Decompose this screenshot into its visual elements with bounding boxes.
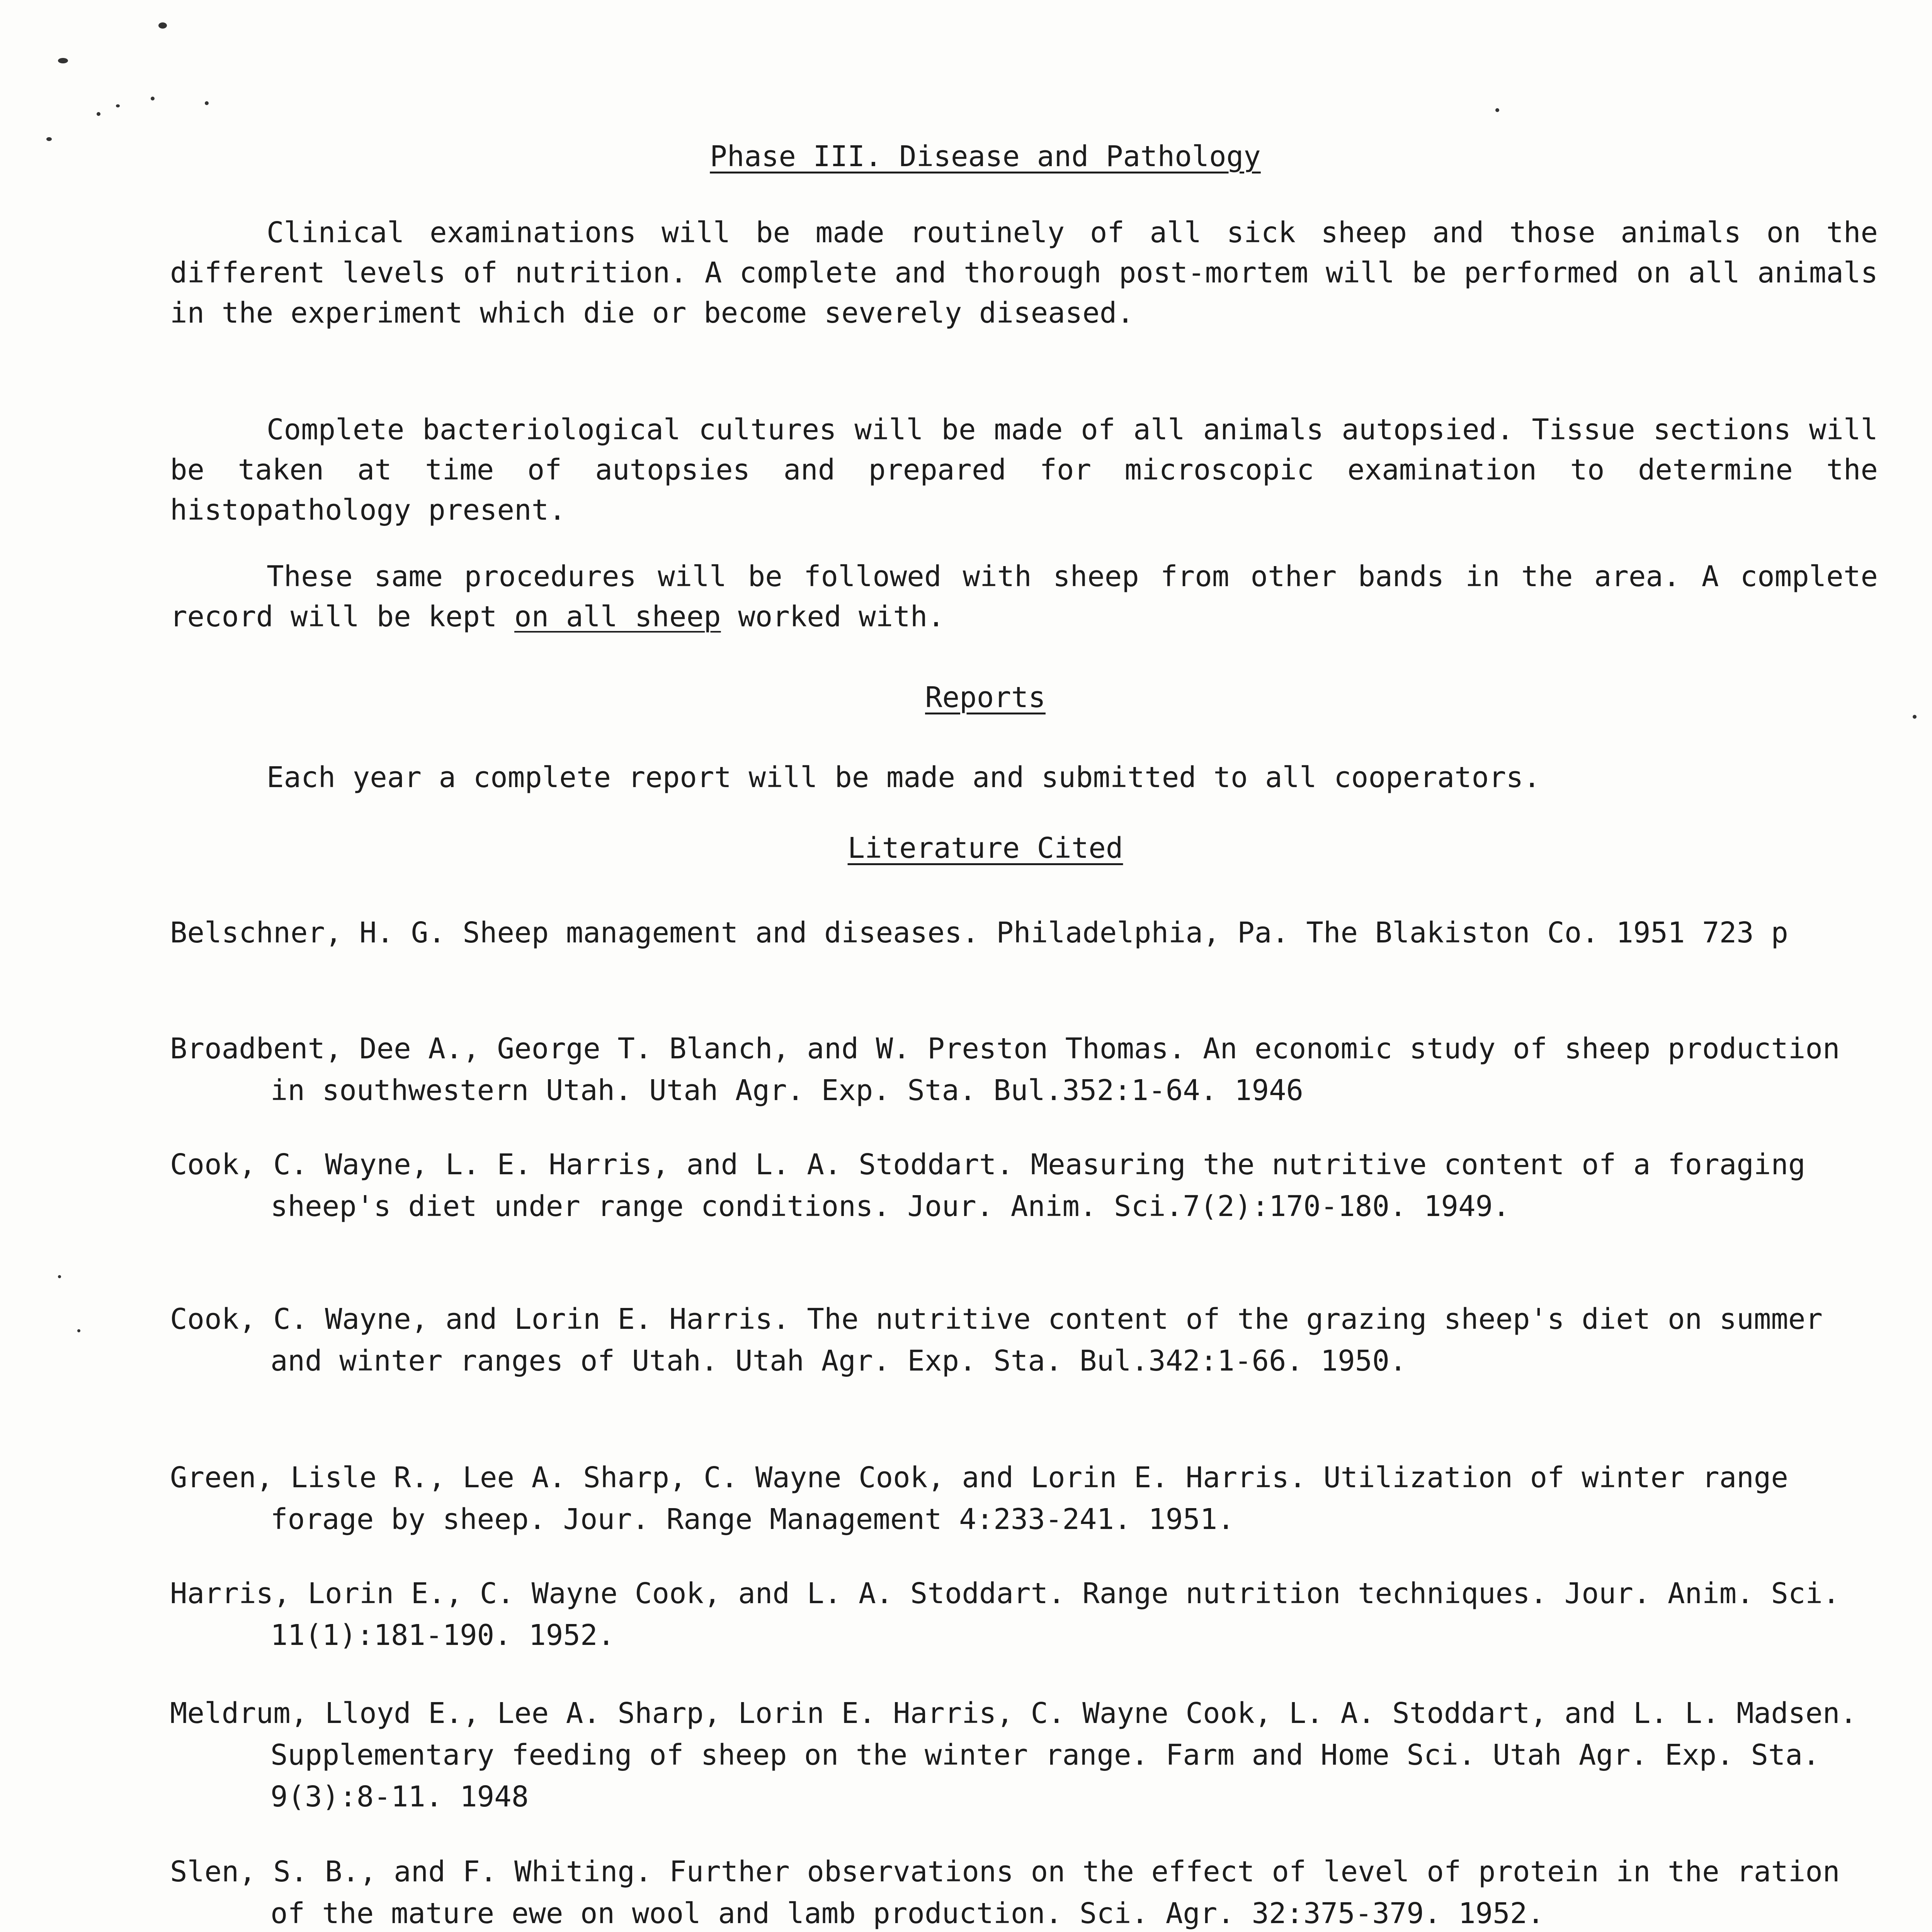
procedures-text-start: These same procedures will be followed with sheep from other bands in the area. A complete record will be kept [170,560,1878,633]
paragraph-same-procedures [170,556,1878,637]
section-title-text: Phase III. Disease and Pathology [710,140,1261,173]
reference-cook-harris-stoddart: Cook, C. Wayne, L. E. Harris, and L. A. Stoddart. Measuring the nutritive content of a foraging sheep's diet under range conditions. Jour. Anim. Sci.7(2):170-180. 1949. [170,1148,1806,1223]
reference-cook-harris: Cook, C. Wayne, and Lorin E. Harris. The nutritive content of the grazing sheep's diet on summer and winter ranges of Utah. Utah Agr. Exp. Sta. Bul.342:1-66. 1950. [170,1303,1823,1378]
scan-speck [158,22,167,29]
literature-heading-text: Literature Cited [847,832,1123,865]
reference-harris: Harris, Lorin E., C. Wayne Cook, and L. A. Stoddart. Range nutrition techniques. Jour. Anim. Sci. 11(1):181-190. 1952. [170,1577,1840,1652]
reference-green: Green, Lisle R., Lee A. Sharp, C. Wayne Cook, and Lorin E. Harris. Utilization of winter range forage by sheep. Jour. Range Management 4:233-241. 1951. [170,1461,1788,1536]
reference-meldrum: Meldrum, Lloyd E., Lee A. Sharp, Lorin E. Harris, C. Wayne Cook, L. A. Stoddart, and L. L. Madsen. Supplementary feeding of sheep on the winter range. Farm and Home Sci. Utah Agr. Exp. Sta. 9(3):8-11. 1948 [170,1697,1857,1813]
scan-speck [116,104,120,107]
scan-speck [77,1329,80,1332]
reference-slen: Slen, S. B., and F. Whiting. Further observations on the effect of level of protein in the ration of the mature ewe on wool and lamb production. Sci. Agr. 32:375-379. 1952. [170,1855,1840,1930]
scan-speck [58,1275,61,1278]
paragraph-reports: Each year a complete report will be made and submitted to all cooperators. [267,761,1541,794]
scan-speck [58,58,68,63]
literature-heading [0,831,1932,866]
paragraph-clinical-examinations: Clinical examinations will be made routinely of all sick sheep and those animals on the different levels of nutrition. A complete and thorough post-mortem will be performed on all animals in the experiment which die or become severely diseased. [170,216,1878,330]
reference-belschner: Belschner, H. G. Sheep management and diseases. Philadelphia, Pa. The Blakiston Co. 1951 723 p [170,916,1788,949]
procedures-text-underlined: on all sheep [514,600,721,633]
scan-speck [1913,715,1917,719]
section-title [0,139,1932,174]
scan-speck [151,97,155,100]
reports-heading [0,680,1932,715]
scan-speck [1495,108,1499,112]
reference-broadbent: Broadbent, Dee A., George T. Blanch, and W. Preston Thomas. An economic study of sheep production in southwestern Utah. Utah Agr. Exp. Sta. Bul.352:1-64. 1946 [170,1032,1840,1107]
scan-speck [97,112,100,116]
paragraph-bacteriological-cultures: Complete bacteriological cultures will be made of all animals autopsied. Tissue sections will be taken at time of autopsies and prepared for microscopic examination to determine the histopathology present. [170,413,1878,527]
scan-speck [205,101,209,105]
reports-heading-text: Reports [925,681,1046,714]
procedures-text-end: worked with. [721,600,945,633]
